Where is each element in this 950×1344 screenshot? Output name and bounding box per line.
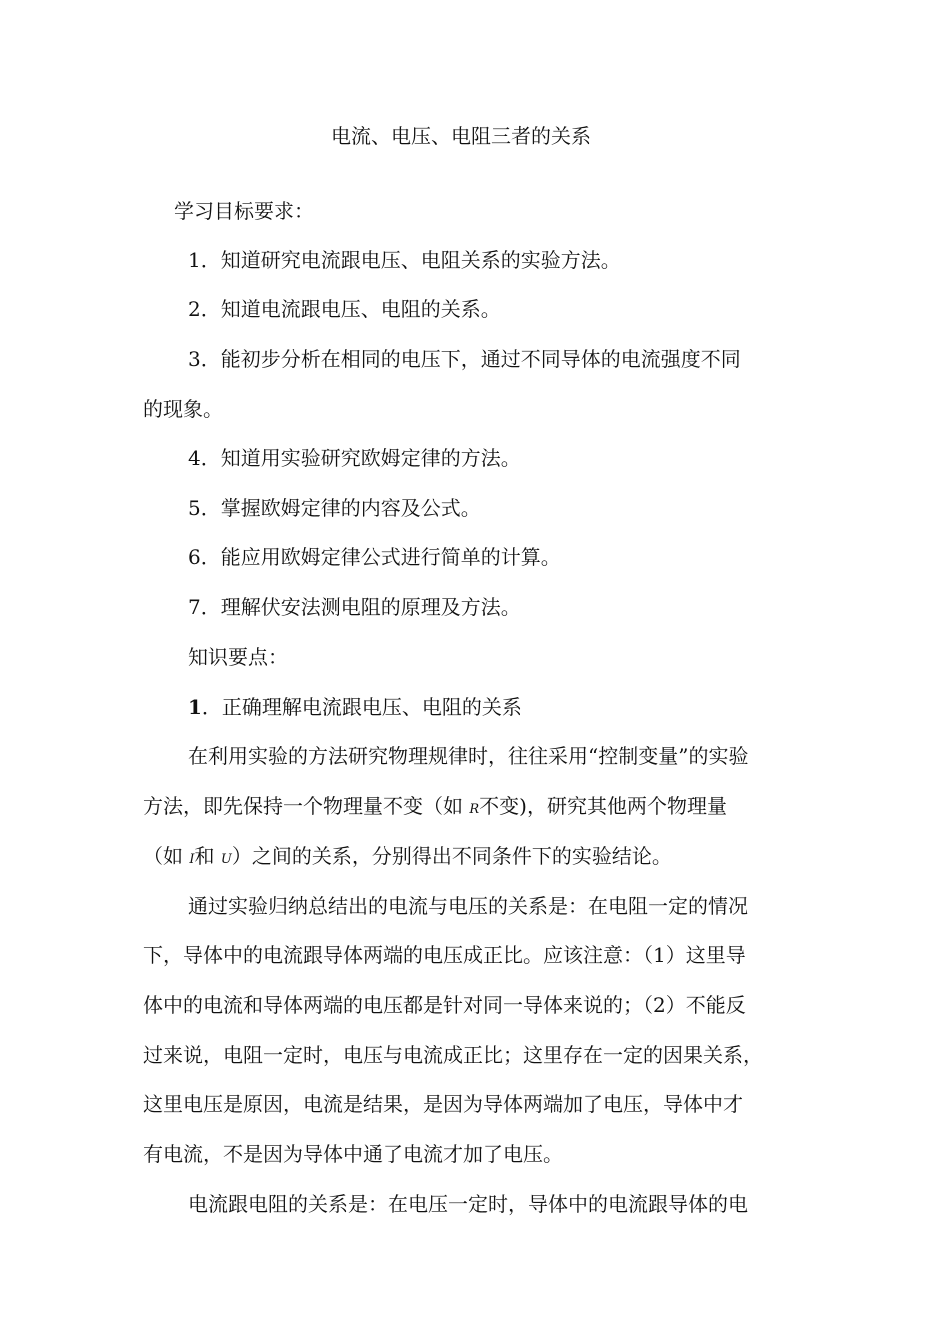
- goal-item-3-continued: 的现象。: [143, 397, 223, 421]
- goal-text: 能应用欧姆定律公式进行简单的计算。: [220, 545, 561, 569]
- point-number-dot: ．: [201, 695, 222, 719]
- goal-number: 1．: [188, 248, 221, 272]
- goal-text: 掌握欧姆定律的内容及公式。: [220, 496, 481, 520]
- goal-item-3: [188, 347, 741, 371]
- paragraph-3-line-1: 电流跟电阻的关系是：在电压一定时，导体中的电流跟导体的电: [188, 1192, 748, 1216]
- goal-item-1: [188, 248, 621, 272]
- goal-item-2: [188, 297, 501, 321]
- paragraph-1-line-2: [143, 794, 727, 822]
- variable-r: R: [469, 802, 480, 817]
- goal-text: 理解伏安法测电阻的原理及方法。: [220, 595, 521, 619]
- page-title: 电流、电压、电阻三者的关系: [331, 124, 591, 148]
- goal-text: 知道研究电流跟电压、电阻关系的实验方法。: [220, 248, 621, 272]
- text-segment: 不变)，研究其他两个物理量: [479, 794, 727, 818]
- points-heading: 知识要点：: [188, 645, 288, 669]
- goal-number: 6．: [188, 545, 221, 569]
- point-1-heading: [188, 695, 522, 719]
- text-segment: 方法，即先保持一个物理量不变（如: [143, 794, 470, 818]
- paragraph-1-line-3: [143, 844, 672, 872]
- paragraph-1-line-1: 在利用实验的方法研究物理规律时，往往采用“控制变量”的实验: [188, 744, 749, 768]
- paragraph-2-line-6: 有电流，不是因为导体中通了电流才加了电压。: [143, 1142, 563, 1166]
- goal-number: 5．: [188, 496, 221, 520]
- paragraph-2-line-4: 过来说，电阻一定时，电压与电流成正比；这里存在一定的因果关系，: [143, 1043, 763, 1067]
- goal-number: 3．: [188, 347, 221, 371]
- variable-i: I: [189, 852, 195, 867]
- paragraph-2-line-2: 下，导体中的电流跟导体两端的电压成正比。应该注意：（1）这里导: [143, 943, 746, 967]
- goal-item-6: [188, 545, 561, 569]
- goal-item-7: [188, 595, 521, 619]
- point-title: 正确理解电流跟电压、电阻的关系: [221, 695, 522, 719]
- paragraph-2-line-3: 体中的电流和导体两端的电压都是针对同一导体来说的；（2）不能反: [143, 993, 746, 1017]
- paragraph-2-line-1: 通过实验归纳总结出的电流与电压的关系是：在电阻一定的情况: [188, 894, 748, 918]
- text-segment: ）之间的关系，分别得出不同条件下的实验结论。: [231, 844, 672, 868]
- goal-item-4: [188, 446, 521, 470]
- text-segment: （如: [143, 844, 190, 868]
- goal-item-5: [188, 496, 481, 520]
- goal-number: 4．: [188, 446, 221, 470]
- text-segment: 和: [194, 844, 221, 868]
- goal-number: 7．: [188, 595, 221, 619]
- goals-heading: 学习目标要求：: [174, 199, 314, 223]
- goal-text: 知道电流跟电压、电阻的关系。: [220, 297, 501, 321]
- goal-text: 能初步分析在相同的电压下，通过不同导体的电流强度不同: [220, 347, 741, 371]
- goal-number: 2．: [188, 297, 221, 321]
- variable-u: U: [220, 852, 232, 867]
- paragraph-2-line-5: 这里电压是原因，电流是结果，是因为导体两端加了电压，导体中才: [143, 1092, 743, 1116]
- goal-text: 知道用实验研究欧姆定律的方法。: [220, 446, 521, 470]
- point-number: 1: [188, 695, 202, 719]
